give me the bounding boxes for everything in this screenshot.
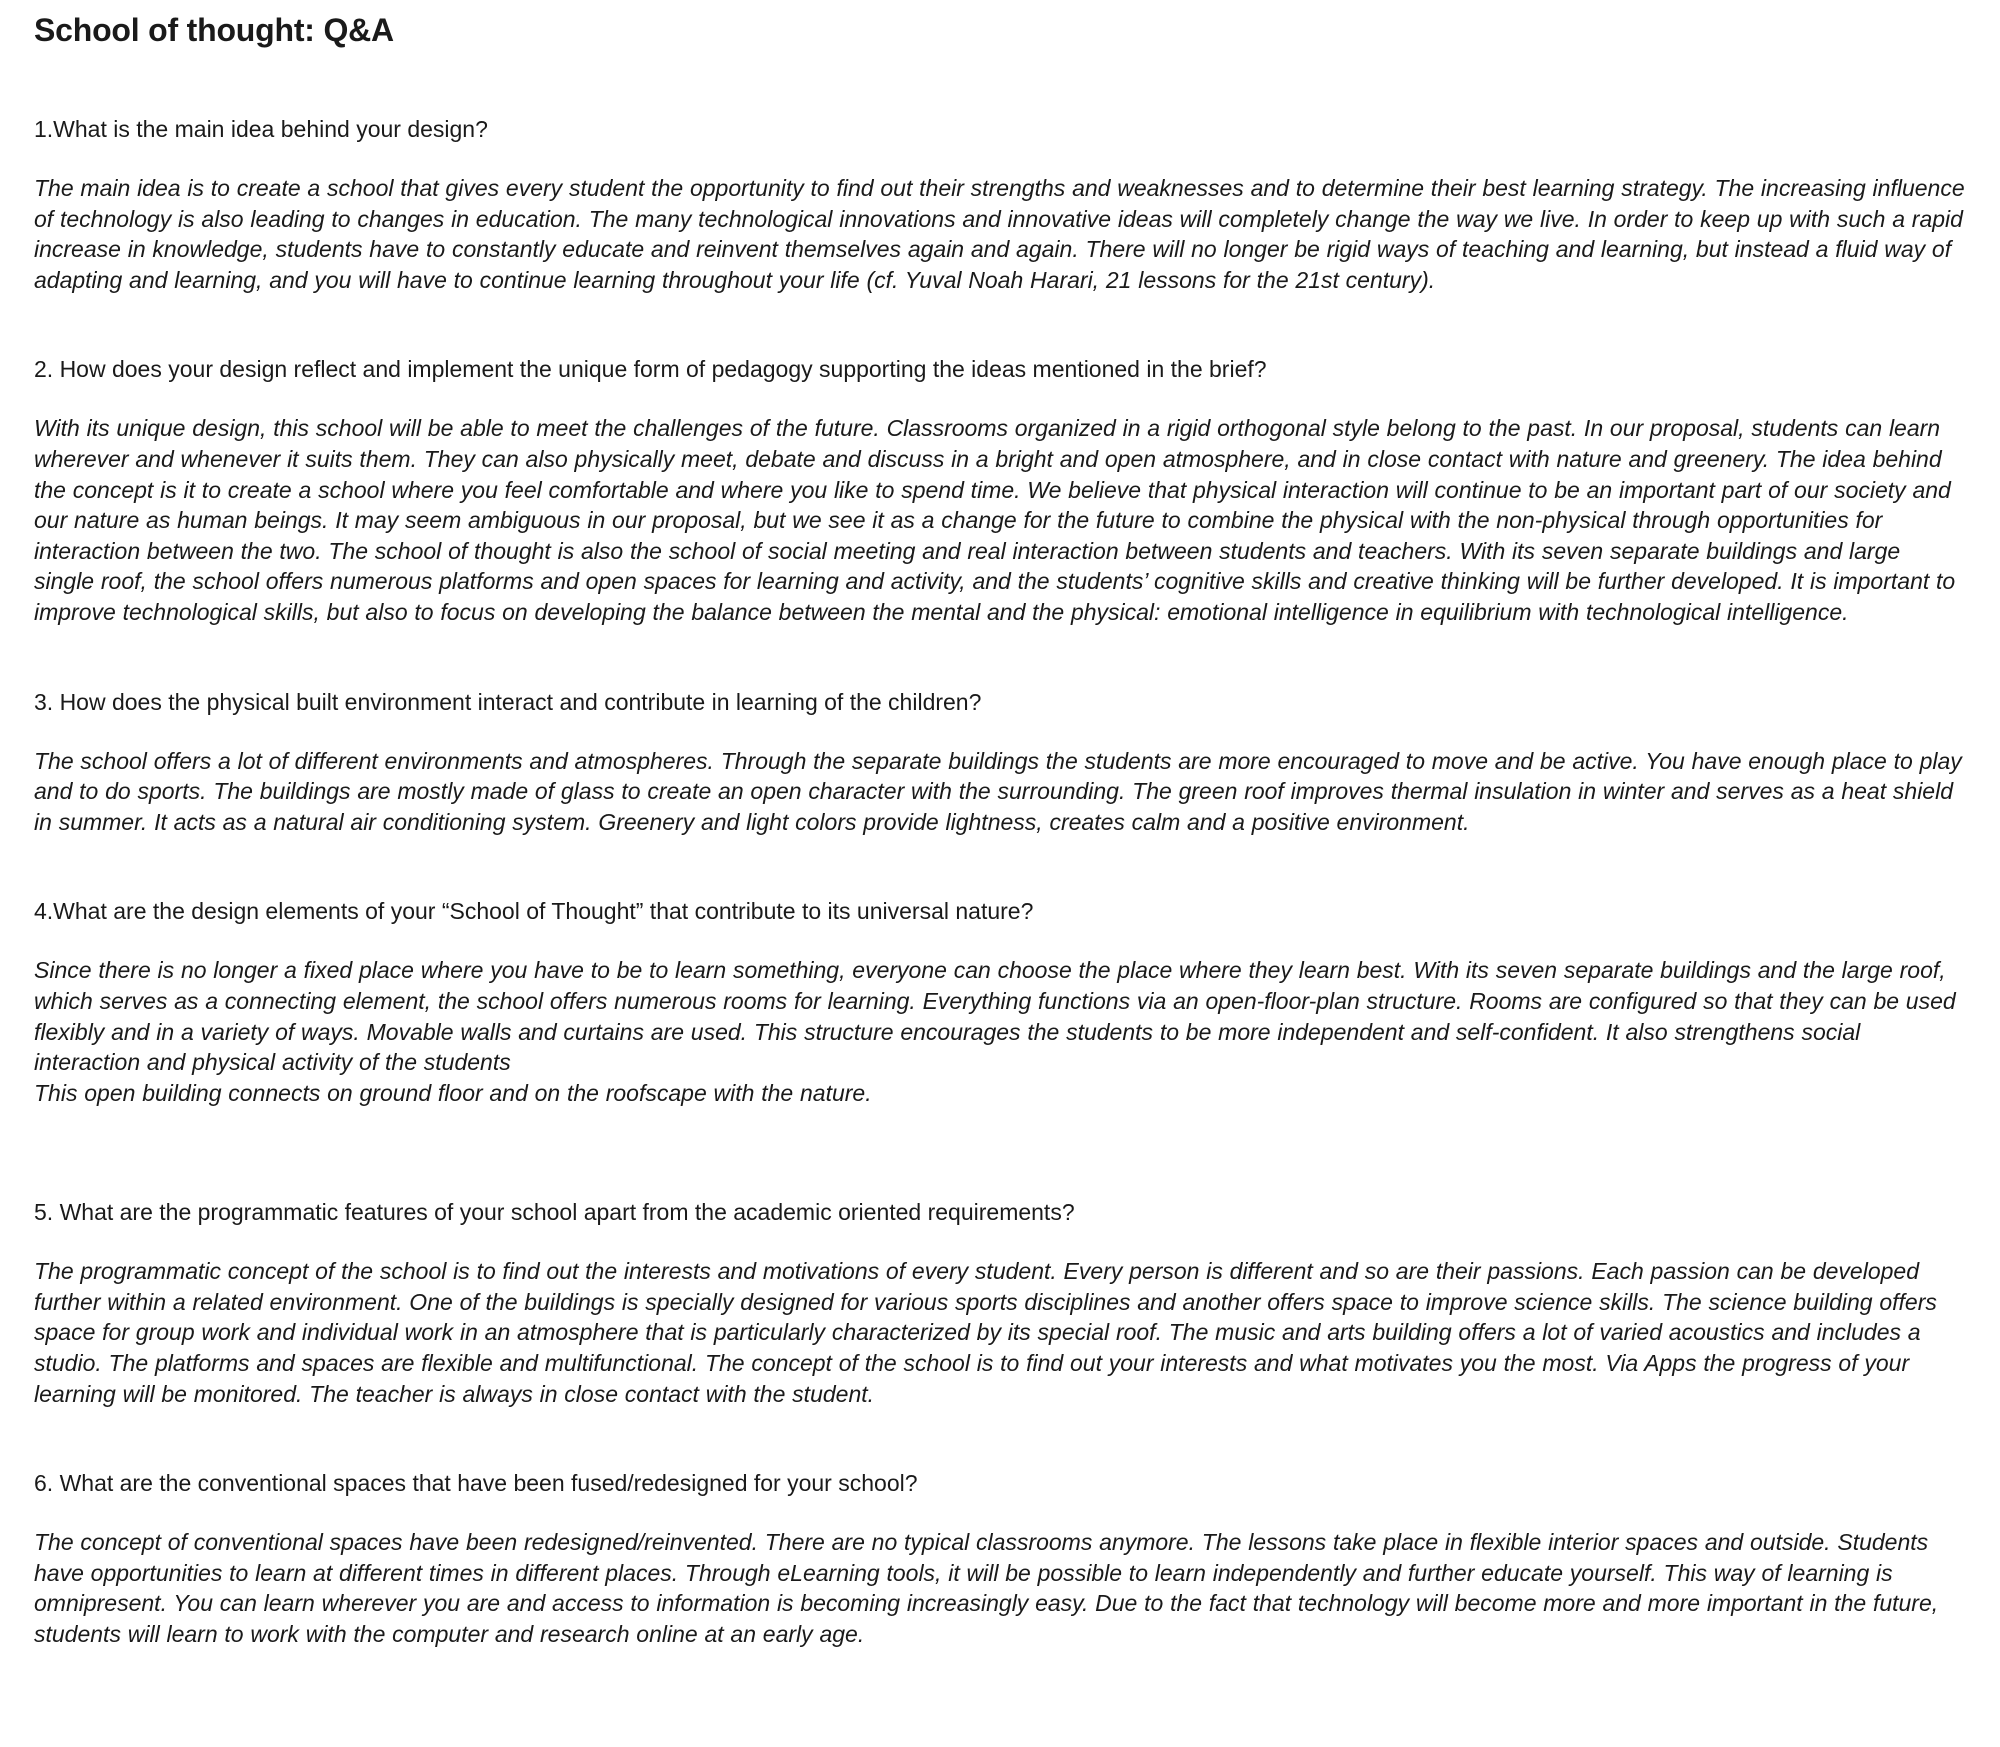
qa-section-5 xyxy=(34,1196,1966,1409)
answer-6: The concept of conventional spaces have been redesigned/reinvented. There are no typical classrooms anymore. The lessons take place in flexible interior spaces and outside. Students have opportunities to learn at different times in different places. Through eLearning tools, it will be possible to learn independently and further educate yourself. This way of learning is omnipresent. You can learn wherever you are and access to information is becoming increasingly easy. Due to the fact that technology will become more and more important in the future, students will learn to work with the computer and research online at an early age. xyxy=(34,1529,1939,1648)
question-2: 2. How does your design reflect and implement the unique form of pedagogy supporting the ideas mentioned in the brief? xyxy=(34,356,1267,383)
page-title: School of thought: Q&A xyxy=(34,12,394,48)
qa-section-2 xyxy=(34,353,1966,627)
answer-3: The school offers a lot of different environments and atmospheres. Through the separate buildings the students are more encouraged to move and be active. You have enough place to play and to do sports. The buildings are mostly made of glass to create an open character with the surrounding. The green roof improves thermal insulation in winter and serves as a heat shield in summer. It acts as a natural air conditioning system. Greenery and light colors provide lightness, creates calm and a positive environment. xyxy=(34,747,1962,835)
qa-section-1 xyxy=(34,113,1966,295)
question-5: 5. What are the programmatic features of your school apart from the academic oriented requirements? xyxy=(34,1199,1075,1226)
answer-1: The main idea is to create a school that gives every student the opportunity to find out their strengths and weaknesses and to determine their best learning strategy. The increasing influence of technology is also leading to changes in education. The many technological innovations and innovative ideas will completely change the way we live. In order to keep up with such a rapid increase in knowledge, students have to constantly educate and reinvent themselves again and again. There will no longer be rigid ways of teaching and learning, but instead a fluid way of adapting and learning, and you will have to continue learning throughout your life (cf. Yuval Noah Harari, 21 lessons for the 21st century). xyxy=(34,175,1965,293)
question-6: 6. What are the conventional spaces that have been fused/redesigned for your school? xyxy=(34,1470,918,1497)
answer-2: With its unique design, this school will be able to meet the challenges of the future. Classrooms organized in a rigid orthogonal style belong to the past. In our proposal, students can learn wherever and whenever it suits them. They can also physically meet, debate and discuss in a bright and open atmosphere, and in close contact with nature and greenery. The idea behind the concept is it to create a school where you feel comfortable and where you like to spend time. We believe that physical interaction will continue to be an important part of our society and our nature as human beings. It may seem ambiguous in our proposal, but we see it as a change for the future to combine the physical with the non-physical through opportunities for interaction between the two. The school of thought is also the school of social meeting and real interaction between students and teachers. With its seven separate buildings and large single roof, the school offers numerous platforms and open spaces for learning and activity, and the students’ cognitive skills and creative thinking will be further developed. It is important to improve technological skills, but also to focus on developing the balance between the mental and the physical: emotional intelligence in equilibrium with technological intelligence. xyxy=(34,415,1956,625)
answer-4: Since there is no longer a fixed place where you have to be to learn something, everyone can choose the place where they learn best. With its seven separate buildings and the large roof, which serves as a connecting element, the school offers numerous rooms for learning. Everything functions via an open-floor-plan structure. Rooms are configured so that they can be used flexibly and in a variety of ways. Movable walls and curtains are used. This structure encourages the students to be more independent and self-confident. It also strengthens social interaction and physical activity of the students This open building connects on ground floor and on the roofscape with the nature. xyxy=(34,957,1956,1106)
qa-section-3 xyxy=(34,686,1966,838)
answer-5: The programmatic concept of the school is to find out the interests and motivations of every student. Every person is different and so are their passions. Each passion can be developed further within a related environment. One of the buildings is specially designed for various sports disciplines and another offers space to improve science skills. The science building offers space for group work and individual work in an atmosphere that is particularly characterized by its special roof. The music and arts building offers a lot of varied acoustics and includes a studio. The platforms and spaces are flexible and multifunctional. The concept of the school is to find out your interests and what motivates you the most. Via Apps the progress of your learning will be monitored. The teacher is always in close contact with the student. xyxy=(34,1258,1937,1407)
question-1: 1.What is the main idea behind your design? xyxy=(34,116,488,142)
qa-section-4 xyxy=(34,895,1966,1108)
question-3: 3. How does the physical built environment interact and contribute in learning of the children? xyxy=(34,688,982,715)
question-4: 4.What are the design elements of your “School of Thought” that contribute to its universal nature? xyxy=(34,898,1034,925)
qa-section-6 xyxy=(34,1467,1966,1649)
